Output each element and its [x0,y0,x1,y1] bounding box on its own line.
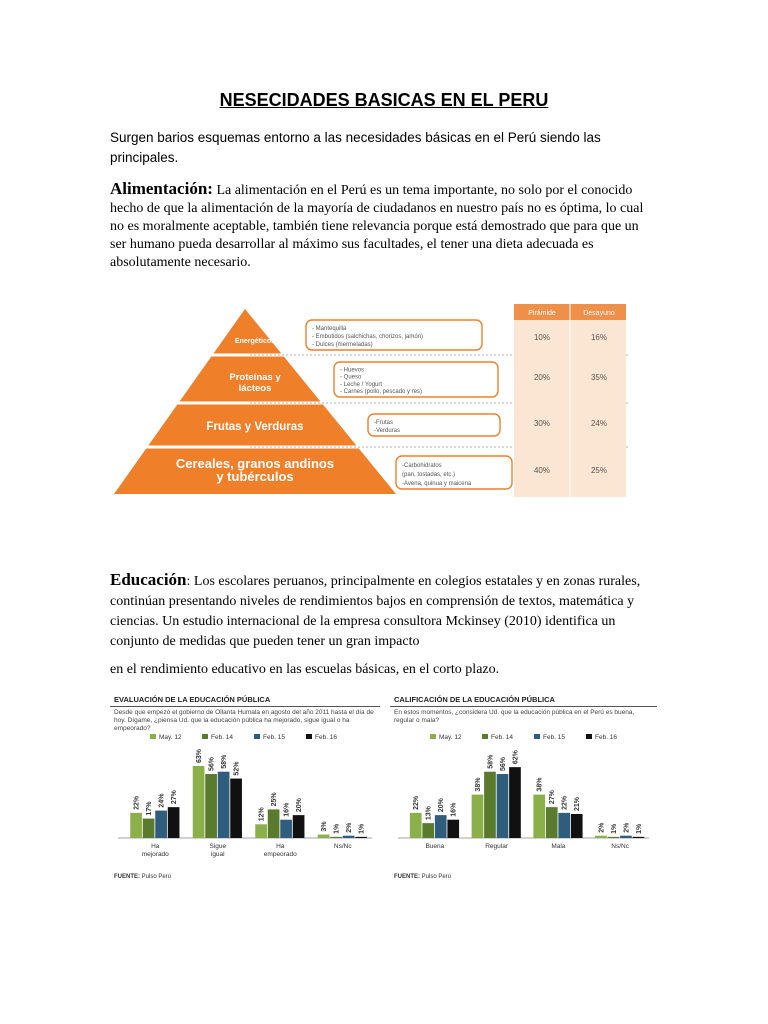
piramide-value: 20% [533,373,551,382]
bar [330,837,342,838]
bar [620,836,632,838]
bar-value-label: 16% [283,802,291,817]
legend-label: Feb. 15 [263,734,286,741]
bar-value-label: 3% [321,821,328,832]
pyramid-level-label: lácteos [238,383,272,394]
bar-value-label: 62% [512,750,520,765]
bar-value-label: 20% [296,798,303,813]
bar [130,813,142,838]
bar-value-label: 1% [358,823,366,834]
bar [558,813,570,838]
bar-value-label: 20% [438,798,446,813]
bar-value-label: 1% [610,823,618,834]
category-label: Mala [551,843,566,850]
chart-source: FUENTE: Pulso Perú [114,874,172,880]
desayuno-value: 16% [590,333,608,342]
pyramid-level-label: Proteínas y [229,372,281,383]
piramide-value: 30% [533,419,551,428]
food-pyramid-svg [110,298,630,503]
bar [435,815,447,838]
desayuno-col-header: Desayuno [583,310,615,317]
bar-value-label: 17% [146,801,153,816]
category-label: Ns/Nc [611,843,629,850]
pyramid-item-text: - Carnes (pollo, pescado y res) [340,389,423,396]
pyramid-item-text: - Embutidos (salchichas, chorizos, jamón) [312,334,424,340]
legend-label: Feb. 14 [491,734,514,741]
educacion-heading: Educación [110,570,187,589]
chart-title: EVALUACIÓN DE LA EDUCACIÓN PÚBLICA [114,695,271,704]
bar [193,766,205,838]
category-label: Ha [276,843,285,850]
calificacion-chart-panel [390,690,657,885]
category-label: empeorado [263,851,297,858]
alimentacion-heading: Alimentación: [110,179,213,198]
pyramid-item-text: - Huevos [340,367,365,374]
bar [595,836,607,838]
bar-value-label: 2% [346,822,353,833]
chart-title: CALIFICACIÓN DE LA EDUCACIÓN PÚBLICA [394,695,555,704]
bar-value-label: 25% [271,792,278,807]
pyramid-item-text: - Dulces (mermeladas) [312,342,373,348]
bar-value-label: 52% [233,761,241,776]
bar-value-label: 63% [196,748,203,763]
bar [168,807,180,838]
pyramid-level-label: y tubérculos [216,469,294,484]
legend-label: Feb. 16 [595,734,618,741]
piramide-value: 40% [533,466,551,475]
page-title: NESECIDADES BASICAS EN EL PERU [219,90,549,110]
bar [280,820,292,838]
bar-value-label: 38% [474,777,482,792]
category-label: Buena [425,843,445,850]
legend-swatch [430,734,436,739]
calificacion-bar-chart [390,726,657,872]
legend-swatch [150,734,156,739]
legend-swatch [534,734,540,739]
pyramid-level-label: Cereales, granos andinos [175,456,335,471]
bar-value-label: 27% [549,790,557,805]
chart-question: En estos momentos, ¿considera Ud. que la educación pública en el Perú es buena, regular o mala? [394,709,635,724]
pyramid-level-label: Frutas y Verduras [206,421,304,433]
bar [143,819,155,838]
pyramid-item-text: - Mantequilla [312,326,347,332]
bar [205,774,217,838]
pyramid-item-text: -Verduras [374,428,401,434]
bar-value-label: 58% [487,754,495,769]
alimentacion-text: La alimentación en el Perú es un tema importante, no solo por el conocido hecho de que la alimentación de la mayoría de ciudadanos en nuestro país no es óptima, lo cual no es moralmente aceptable, también tiene relevancia porque está demostrado que para que un ser humano pueda desarrollar al máximo sus facultades, el tener una dieta adecuada es absolutamente necesario. [110,183,644,270]
desayuno-value: 24% [590,419,608,428]
legend-label: Feb. 14 [211,734,234,741]
category-label: Ns/Nc [333,843,352,850]
bar [355,837,367,838]
category-label: igual [210,851,225,858]
bar-value-label: 16% [450,802,458,817]
bar [318,835,330,838]
bar [633,837,645,838]
pyramid-level-label: Energéticos [234,338,276,345]
evaluacion-bar-chart [110,726,380,872]
legend-label: Feb. 16 [315,734,338,741]
bar-value-label: 12% [258,807,266,822]
legend-label: Feb. 15 [543,734,566,741]
chart-source: FUENTE: Pulso Perú [394,874,452,880]
bar [546,807,558,838]
legend-label: May. 12 [159,734,182,741]
bar-value-label: 56% [208,756,216,771]
bar [571,814,583,838]
bar-value-label: 58% [221,754,228,769]
pyramid-item-text: - Queso [340,374,362,381]
legend-swatch [586,734,592,739]
bar-value-label: 22% [413,795,421,810]
bar [230,779,242,838]
bar-value-label: 38% [536,777,544,792]
bar [497,774,509,838]
bar [218,772,230,838]
desayuno-value: 25% [590,466,608,475]
bar-value-label: 13% [425,806,433,821]
legend-label: May. 12 [439,734,462,741]
bar-value-label: 1% [635,823,643,834]
educacion-paragraph [110,570,655,679]
bar-value-label: 27% [171,790,178,805]
desayuno-value: 35% [590,373,608,382]
food-pyramid-figure [110,298,630,503]
intro-paragraph: Surgen barios esquemas entorno a las necesidades básicas en el Perú siendo las principales. [110,130,601,165]
bar-value-label: 24% [158,793,166,808]
bar-value-label: 21% [574,796,582,811]
alimentacion-paragraph [110,180,655,272]
bar [509,767,521,838]
legend-swatch [482,734,488,739]
bar-value-label: 22% [133,795,141,810]
pyramid-item-text: -Carbohidratos [402,462,442,469]
bar [343,836,355,838]
category-label: mejorado [141,851,169,858]
category-label: Regular [485,843,509,850]
category-label: Ha [151,843,160,850]
bar-value-label: 1% [333,823,341,834]
bar-value-label: 22% [561,795,569,810]
bar [255,824,267,838]
bar-value-label: 56% [499,756,507,771]
chart-question: Desde que empezó el gobierno de Ollanta Humala en agosto del año 2011 hasta el día de hoy. Dígame, ¿piensa Ud. que la educación pública ha mejorado, sigue igual o ha empeorado? [114,709,374,732]
bar-value-label: 2% [598,822,606,833]
bar [410,813,422,838]
bar [608,837,620,838]
bar [533,795,545,838]
bar [268,809,280,838]
bar [484,772,496,838]
pyramid-col-header: Pirámide [528,310,556,317]
pyramid-item-text: -Avena, quinua y maicena [402,480,472,487]
pyramid-item-text: -Frutas [374,420,394,426]
evaluacion-chart-panel [110,690,380,885]
educacion-text-2: en el rendimiento educativo en las escuelas básicas, en el corto plazo. [110,662,500,677]
bar [472,795,484,838]
bar [447,820,459,838]
category-label: Sigue [209,843,227,850]
educacion-text: : Los escolares peruanos, principalmente en colegios estatales y en zonas rurales, continúan presentando niveles de rendimientos bajos en comprensión de textos, matemática y ciencias. Un estudio internacional de la empresa consultora Mckinsey (2010) identifica un conjunto de medidas que pueden tener un gran impacto [110,574,641,649]
legend-swatch [254,734,260,739]
bar-value-label: 2% [623,822,631,833]
pyramid-item-text: (pan, tostadas, etc.) [402,471,456,478]
pyramid-item-text: - Leche / Yogurt [340,381,383,388]
piramide-value: 10% [533,333,551,342]
bar [422,823,434,838]
legend-swatch [202,734,208,739]
legend-swatch [306,734,312,739]
bar [155,811,167,838]
bar [293,815,305,838]
